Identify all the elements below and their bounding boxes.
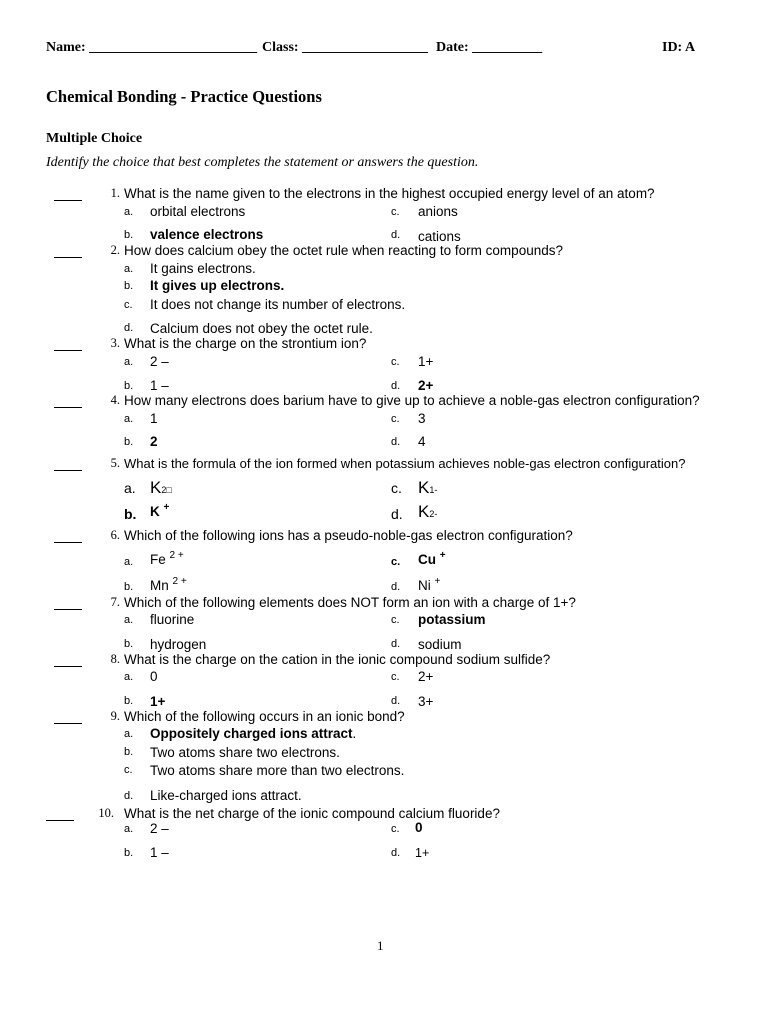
choice-a: 2 – bbox=[150, 354, 169, 369]
question-number: 7. bbox=[110, 595, 120, 609]
question-text: Which of the following elements does NOT form an ion with a charge of 1+? bbox=[124, 595, 576, 610]
choice-label: a. bbox=[124, 263, 134, 275]
question-number: 8. bbox=[110, 652, 120, 666]
question-text: What is the charge on the strontium ion? bbox=[124, 336, 367, 351]
question-text: What is the net charge of the ionic compound calcium fluoride? bbox=[124, 806, 500, 821]
question-number: 10. bbox=[98, 806, 114, 820]
choice-label: b. bbox=[124, 847, 134, 859]
question-number: 3. bbox=[110, 336, 120, 350]
choice-label: b. bbox=[124, 436, 134, 448]
instructions: Identify the choice that best completes the statement or answers the question. bbox=[46, 155, 479, 170]
choice-b: Two atoms share two electrons. bbox=[150, 745, 340, 760]
choice-label: a. bbox=[124, 356, 134, 368]
choice-b: 1 – bbox=[150, 378, 169, 393]
choice-label: b. bbox=[124, 380, 134, 392]
choice-d: cations bbox=[418, 229, 461, 244]
choice-b: 1+ bbox=[150, 694, 166, 709]
question-number: 2. bbox=[110, 243, 120, 257]
question-text: Which of the following ions has a pseudo-noble-gas electron configuration? bbox=[124, 528, 573, 543]
answer-blank[interactable] bbox=[54, 350, 82, 351]
choice-label: a. bbox=[124, 823, 134, 835]
choice-label: d. bbox=[124, 322, 134, 334]
choice-c: anions bbox=[418, 204, 458, 219]
question-text: What is the name given to the electrons in the highest occupied energy level of an atom? bbox=[124, 186, 655, 201]
choice-label: d. bbox=[391, 380, 401, 392]
choice-label: a. bbox=[124, 480, 136, 496]
choice-label: b. bbox=[124, 695, 134, 707]
page-title: Chemical Bonding - Practice Questions bbox=[46, 87, 322, 106]
answer-blank[interactable] bbox=[54, 609, 82, 610]
choice-label: b. bbox=[124, 746, 134, 758]
choice-label: b. bbox=[124, 581, 134, 593]
choice-label: a. bbox=[124, 728, 134, 740]
choice-a: fluorine bbox=[150, 612, 195, 627]
choice-a: 1 bbox=[150, 411, 158, 426]
choice-label: b. bbox=[124, 229, 134, 241]
question-text: How many electrons does barium have to give up to achieve a noble-gas electron configuration? bbox=[124, 393, 700, 408]
choice-label: a. bbox=[124, 671, 134, 683]
choice-label: c. bbox=[391, 206, 400, 218]
choice-label: d. bbox=[124, 790, 134, 802]
date-field: Date: __________ bbox=[436, 40, 543, 55]
choice-a: orbital electrons bbox=[150, 204, 246, 219]
choice-label: c. bbox=[391, 413, 400, 425]
answer-blank[interactable] bbox=[54, 257, 82, 258]
answer-blank[interactable] bbox=[54, 542, 82, 543]
choice-label: c. bbox=[124, 299, 133, 311]
question-number: 6. bbox=[110, 528, 120, 542]
choice-c: Two atoms share more than two electrons. bbox=[150, 763, 405, 778]
choice-a: 2 – bbox=[150, 821, 169, 836]
choice-label: d. bbox=[391, 581, 401, 593]
question-number: 9. bbox=[110, 709, 120, 723]
section-heading: Multiple Choice bbox=[46, 131, 143, 146]
choice-b: 2 bbox=[150, 434, 158, 449]
answer-blank[interactable] bbox=[54, 723, 82, 724]
choice-a: It gains electrons. bbox=[150, 261, 256, 276]
question-text: How does calcium obey the octet rule when reacting to form compounds? bbox=[124, 243, 563, 258]
answer-blank[interactable] bbox=[54, 407, 82, 408]
choice-label: a. bbox=[124, 556, 134, 568]
choice-label: d. bbox=[391, 436, 401, 448]
question-text: Which of the following occurs in an ionic bond? bbox=[124, 709, 405, 724]
choice-label: a. bbox=[124, 413, 134, 425]
answer-blank[interactable] bbox=[54, 470, 82, 471]
choice-d: sodium bbox=[418, 637, 462, 652]
page-number: 1 bbox=[377, 938, 384, 953]
choice-c: 2+ bbox=[418, 669, 434, 684]
choice-c: potassium bbox=[418, 612, 486, 627]
choice-label: c. bbox=[391, 614, 400, 626]
choice-label: d. bbox=[391, 638, 401, 650]
id-field: ID: A bbox=[662, 40, 696, 55]
choice-b: K + bbox=[150, 502, 170, 519]
answer-blank[interactable] bbox=[54, 666, 82, 667]
choice-c: 3 bbox=[418, 411, 426, 426]
choice-label: c. bbox=[391, 823, 400, 835]
choice-c: 1+ bbox=[418, 354, 434, 369]
choice-label: c. bbox=[391, 356, 400, 368]
choice-a: Fe $^{2 +}$ bbox=[150, 550, 184, 567]
choice-label: c. bbox=[391, 556, 401, 568]
choice-b: 1 – bbox=[150, 845, 169, 860]
choice-label: d. bbox=[391, 229, 401, 241]
choice-b: Mn $^{2 +}$ bbox=[150, 576, 187, 593]
question-text: What is the formula of the ion formed when potassium achieves noble-gas electron configuration? bbox=[124, 456, 686, 471]
choice-b: valence electrons bbox=[150, 227, 264, 242]
choice-b: It gives up electrons. bbox=[150, 278, 285, 293]
question-text: What is the charge on the cation in the ionic compound sodium sulfide? bbox=[124, 652, 551, 667]
choice-a: Oppositely charged ions attract. bbox=[150, 726, 357, 741]
choice-label: a. bbox=[124, 614, 134, 626]
choice-label: d. bbox=[391, 695, 401, 707]
choice-label: c. bbox=[391, 671, 400, 683]
choice-label: c. bbox=[391, 480, 402, 496]
choice-label: b. bbox=[124, 506, 137, 522]
choice-d: Ni + bbox=[418, 576, 441, 593]
choice-b: hydrogen bbox=[150, 637, 207, 652]
choice-d: 1+ bbox=[415, 846, 430, 860]
choice-label: c. bbox=[124, 764, 133, 776]
choice-d: Calcium does not obey the octet rule. bbox=[150, 321, 373, 336]
class-field: Class: __________________ bbox=[262, 40, 429, 55]
question-number: 4. bbox=[110, 393, 120, 407]
choice-c: Cu + bbox=[418, 550, 446, 567]
choice-d: 4 bbox=[418, 434, 426, 449]
choice-c: K1- bbox=[418, 478, 438, 497]
choice-label: a. bbox=[124, 206, 134, 218]
name-field: Name: ________________________ bbox=[46, 40, 258, 55]
choice-a: 0 bbox=[150, 669, 158, 684]
answer-blank[interactable] bbox=[46, 820, 74, 821]
choice-c: It does not change its number of electrons. bbox=[150, 297, 406, 312]
choice-label: b. bbox=[124, 280, 134, 292]
choice-d: 3+ bbox=[418, 694, 434, 709]
answer-blank[interactable] bbox=[54, 200, 82, 201]
question-number: 1. bbox=[110, 186, 120, 200]
choice-a: K2□ bbox=[150, 478, 172, 497]
choice-label: d. bbox=[391, 506, 403, 522]
choice-c: 0 bbox=[415, 820, 423, 835]
choice-label: d. bbox=[391, 847, 401, 859]
choice-d: Like-charged ions attract. bbox=[150, 788, 302, 803]
choice-label: b. bbox=[124, 638, 134, 650]
choice-d: 2+ bbox=[418, 378, 434, 393]
choice-d: K2- bbox=[418, 502, 438, 521]
question-number: 5. bbox=[110, 456, 120, 470]
